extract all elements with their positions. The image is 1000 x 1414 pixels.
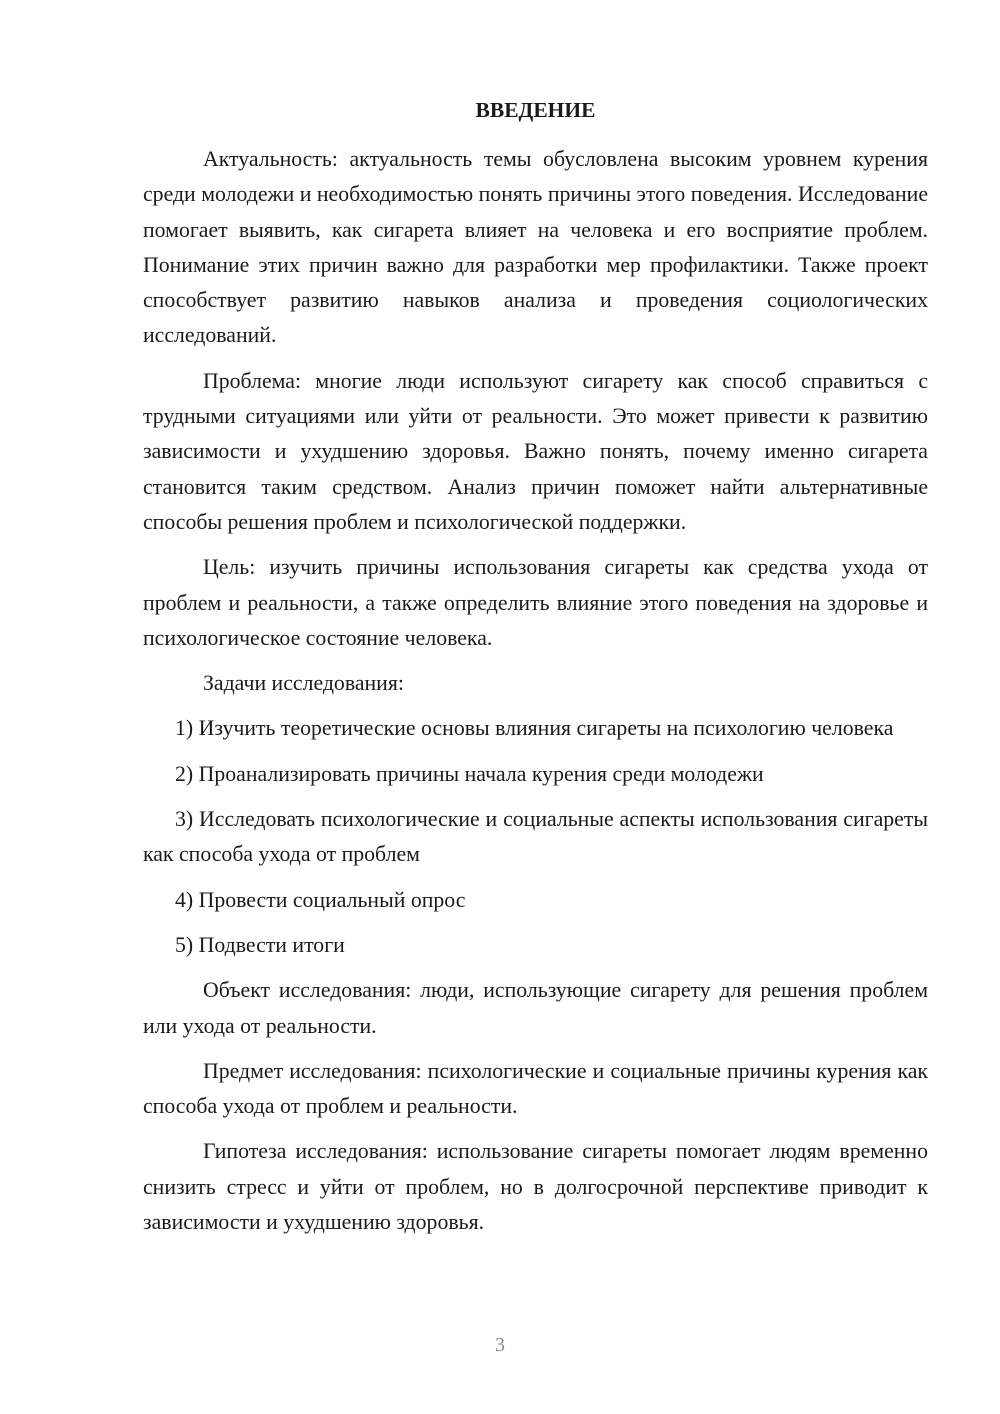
task-item-3: 3) Исследовать психологические и социальные аспекты использования сигареты как способа ухода от проблем	[143, 807, 928, 867]
paragraph-subject: Предмет исследования: психологические и социальные причины курения как способа ухода от проблем и реальности.	[143, 1058, 928, 1119]
page-number: 3	[495, 1334, 505, 1356]
paragraph-object: Объект исследования: люди, использующие сигарету для решения проблем или ухода от реальности.	[143, 978, 928, 1038]
task-item-1: 1) Изучить теоретические основы влияния сигареты на психологию человека	[175, 716, 894, 741]
task-item-4: 4) Провести социальный опрос	[175, 887, 466, 912]
paragraph-problem: Проблема: многие люди используют сигарету как способ справиться с трудными ситуациями или уйти от реальности. Это может привести к развитию зависимости и ухудшению здоровья. Важно понять, почему именно сигарета становится таким средством. Анализ причин поможет найти альтернативные способы решения проблем и психологической поддержки.	[143, 368, 928, 534]
task-item-5: 5) Подвести итоги	[175, 932, 345, 957]
page-title: ВВЕДЕНИЕ	[475, 98, 596, 122]
paragraph-hypothesis: Гипотеза исследования: использование сигареты помогает людям временно снизить стресс и уйти от проблем, но в долгосрочной перспективе приводит к зависимости и ухудшению здоровья.	[143, 1139, 928, 1235]
paragraph-tasks-heading: Задачи исследования:	[203, 671, 404, 696]
paragraph-goal: Цель: изучить причины использования сигареты как средства ухода от проблем и реальности, а также определить влияние этого поведения на здоровье и психологическое состояние человека.	[143, 555, 928, 650]
task-item-2: 2) Проанализировать причины начала курения среди молодежи	[175, 761, 764, 786]
document-body	[143, 94, 928, 1250]
paragraph-relevance: Актуальность: актуальность темы обусловлена высоким уровнем курения среди молодежи и необходимостью понять причины этого поведения. Исследование помогает выявить, как сигарета влияет на человека и его восприятие проблем. Понимание этих причин важно для разработки мер профилактики. Также проект способствует развитию навыков анализа и проведения социологических исследований.	[143, 147, 928, 348]
